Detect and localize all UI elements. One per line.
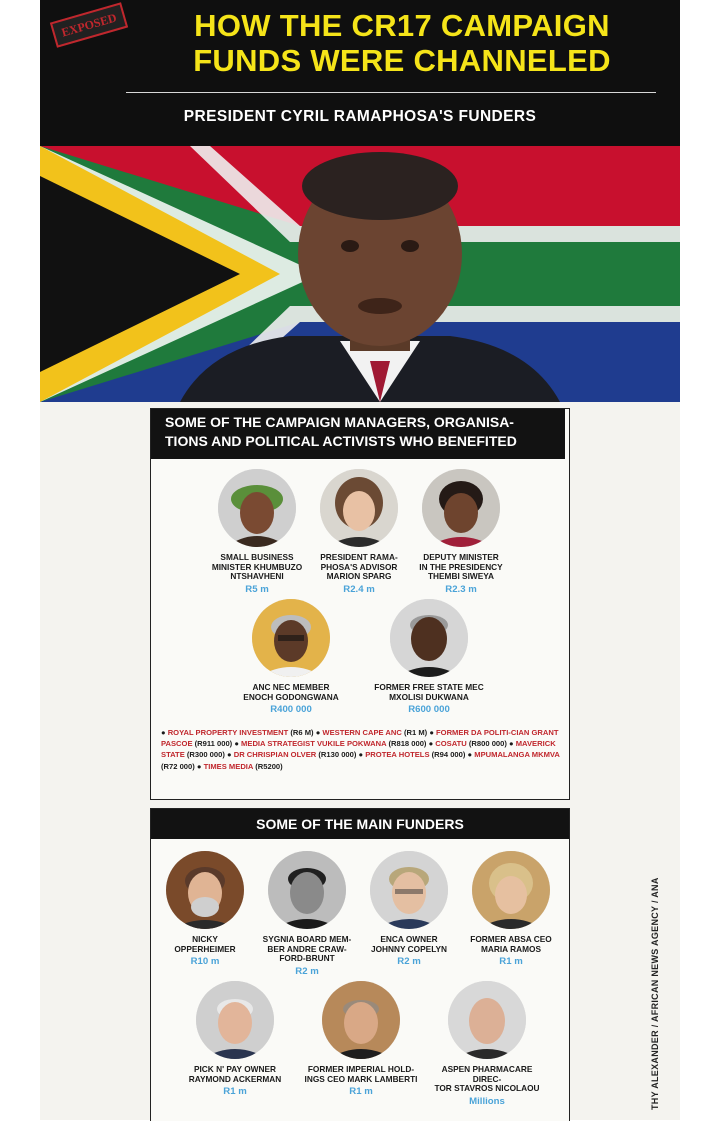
list-item: ● COSATU (R800 000) (428, 739, 507, 749)
amount: R600 000 (408, 704, 450, 716)
amount: R1 m (223, 1086, 247, 1098)
amount: R10 m (190, 956, 220, 968)
beneficiary-card (369, 599, 489, 715)
president-photo-with-flag (40, 146, 680, 402)
amount: R1 m (349, 1086, 373, 1098)
beneficiaries-box (150, 408, 570, 800)
person-name: PRESIDENT RAMA- PHOSA'S ADVISOR MARION SPARG (320, 552, 398, 582)
avatar (472, 851, 550, 929)
newspaper-page (40, 0, 680, 1120)
photo-credit: THY ALEXANDER / AFRICAN NEWS AGENCY / ANA (650, 877, 660, 1110)
amount: R1 m (499, 956, 523, 968)
person-name: ASPEN PHARMACARE DIREC- TOR STAVROS NICOLAOU (434, 1064, 540, 1094)
person-name: SMALL BUSINESS MINISTER KHUMBUZO NTSHAVHENI (211, 552, 303, 582)
amount: R2.3 m (445, 583, 477, 595)
list-item: ● DR CHRISPIAN OLVER (R130 000) (227, 750, 357, 760)
header (40, 0, 680, 146)
avatar (218, 469, 296, 547)
avatar (268, 851, 346, 929)
funder-card (175, 981, 295, 1097)
avatar (322, 981, 400, 1059)
funder-card (427, 981, 547, 1107)
page-title (128, 8, 676, 78)
funders-heading: SOME OF THE MAIN FUNDERS (151, 809, 569, 839)
page-subtitle: PRESIDENT CYRIL RAMAPHOSA'S FUNDERS (183, 108, 537, 125)
flag-portrait-illustration (40, 146, 680, 402)
person-name: SYGNIA BOARD MEM- BER ANDRE CRAW- FORD-BRUNT (262, 934, 352, 964)
amount: Millions (469, 1095, 505, 1107)
funders-box (150, 808, 570, 1121)
list-item: ● TIMES MEDIA (R5200) (196, 761, 283, 771)
avatar (370, 851, 448, 929)
list-item: ● MAVERICK STATE (R300 000) (161, 739, 556, 760)
person-name: FORMER ABSA CEO MARIA RAMOS (470, 934, 552, 954)
amount: R2 m (397, 956, 421, 968)
amount: R2.4 m (343, 583, 375, 595)
list-item: ● PROTEA HOTELS (R94 000) (358, 750, 466, 760)
list-item: ● WESTERN CAPE ANC (R1 M) (315, 728, 428, 737)
list-item: ● ROYAL PROPERTY INVESTMENT (R6 M) (161, 728, 314, 737)
person-name: PICK N' PAY OWNER RAYMOND ACKERMAN (188, 1064, 282, 1084)
list-item: ● MPUMALANGA MKMVA (R72 000) (161, 750, 560, 771)
amount: R5 m (245, 583, 269, 595)
amount: R2 m (295, 965, 319, 977)
person-name: ANC NEC MEMBER ENOCH GODONGWANA (243, 682, 339, 702)
amount: R400 000 (270, 704, 312, 716)
beneficiaries-heading (151, 409, 565, 459)
avatar (422, 469, 500, 547)
person-name: ENCA OWNER JOHNNY COPELYN (370, 934, 448, 954)
avatar (252, 599, 330, 677)
person-name: DEPUTY MINISTER IN THE PRESIDENCY THEMBI SIWEYA (419, 552, 503, 582)
beneficiary-card (231, 599, 351, 715)
person-name: FORMER IMPERIAL HOLD- INGS CEO MARK LAMBERTI (304, 1064, 418, 1084)
title-line-2: FUNDS WERE CHANNELED (193, 43, 611, 78)
person-name: NICKY OPPERHEIMER (174, 934, 236, 954)
funder-card (301, 981, 421, 1097)
avatar (390, 599, 468, 677)
avatar (166, 851, 244, 929)
avatar (196, 981, 274, 1059)
beneficiary-card (401, 469, 521, 595)
page-margin (680, 0, 720, 1120)
funder-card (451, 851, 571, 967)
beneficiaries-heading-line-2: TIONS AND POLITICAL ACTIVISTS WHO BENEFITED (165, 433, 517, 449)
exposed-stamp: EXPOSED (50, 2, 128, 47)
title-line-1: HOW THE CR17 CAMPAIGN (194, 8, 610, 43)
beneficiaries-heading-line-1: SOME OF THE CAMPAIGN MANAGERS, ORGANISA- (165, 414, 514, 430)
list-item: ● MEDIA STRATEGIST VUKILE POKWANA (R818 000) (234, 739, 427, 749)
other-beneficiaries-list (161, 727, 561, 772)
list-item: ● FORMER DA POLITI-CIAN GRANT PASCOE (R911 000) (161, 728, 559, 749)
person-name: FORMER FREE STATE MEC MXOLISI DUKWANA (374, 682, 484, 702)
avatar (320, 469, 398, 547)
header-divider (126, 92, 656, 93)
avatar (448, 981, 526, 1059)
